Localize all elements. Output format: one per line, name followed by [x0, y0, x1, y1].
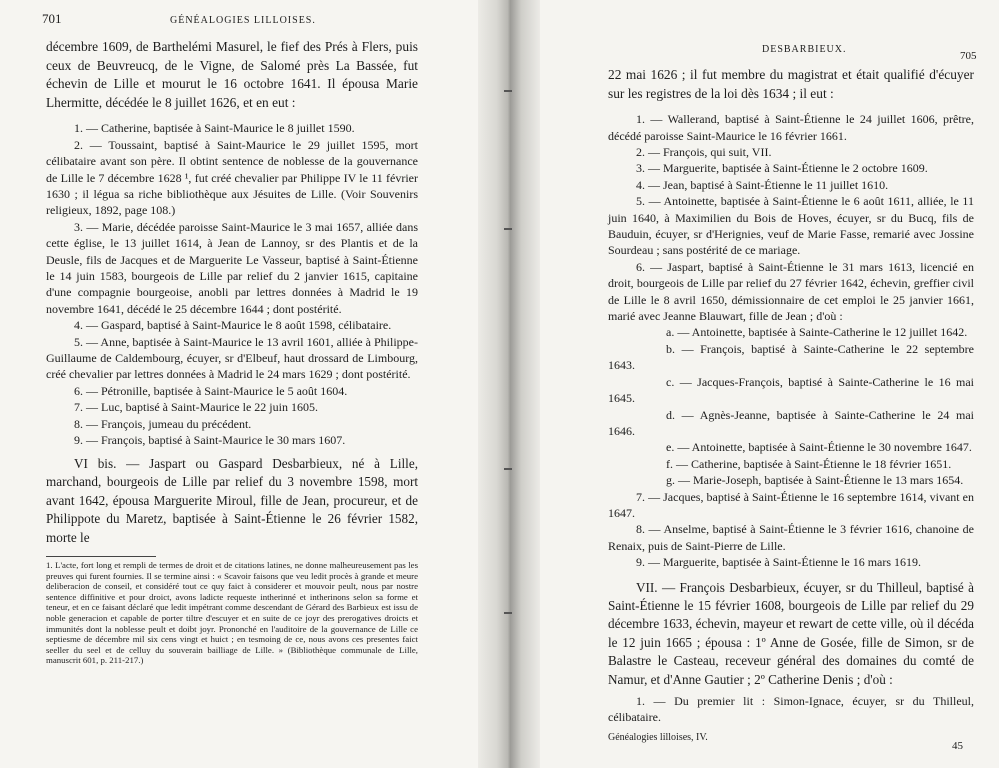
paragraph: décembre 1609, de Barthelémi Masurel, le fief des Prés à Flers, puis ceux de Beuvreucq, de le Vigne, de Salomé près La Bassée, fut échevin de Lille et mourut le 16 octobre 1641. Il épousa Marie Lhermitte, décédée le 8 juillet 1626, et en eut : [46, 39, 418, 110]
generation-entry: VII. — François Desbarbieux, écuyer, sr du Thilleul, baptisé à Saint-Étienne le 15 février 1608, bourgeois de Lille par relief du 29 décembre 1633, échevin, mayeur et rewart de cette ville, où il décéda le 12 juin 1665 ; épousa : 1º Anne de Gosée, fille de Simon, sr de Balastre le Casteau, receveur général des domaines du comté de Namur, et d'Anne Gautier ; 2º Catherine Denis ; d'où : [608, 579, 974, 687]
footnote: 1. L'acte, fort long et rempli de termes de droit et de citations latines, ne donne malheureusement pas les preuves qui furent fournies. Il se termine ainsi : « Scavoir faisons que veu ledit procès à grande et meure deliberacion de conseil, et considéré tout ce quy faict à considerer et mouvoir peult, nous par nostre sentence diffinitive et pour droict, avons ladicte requeste intherinné et intherinons selon sa forme et teneur, et en ce faisant déclaré que ledit impétrant comme descendant de Gérard des Barbieux est issu de noble generacion et capable de porter tiltre d'escuyer et en suite de ce joyr des prerogatives droicts et immunités dont la noblesse peult et doibt joyr. Prononché en l'auditoire de la gouvernance de Lille ce septiesme de décembre mil six cens vingt et huict ; en tesmoing de ce, nous avons ces presentes faict seeller du seel et de celluy du souverain bailliage de Lille. » (Bibliothèque communale de Lille, manuscrit 601, p. 211-217.) [46, 560, 418, 666]
sub-list-item: d. — Agnès-Jeanne, baptisée à Sainte-Catherine le 24 mai 1646. [608, 407, 974, 438]
left-body-text [46, 38, 418, 547]
sub-list-item: a. — Antoinette, baptisée à Sainte-Catherine le 12 juillet 1642. [666, 325, 968, 340]
list-item: 6. — Jaspart, baptisé à Saint-Étienne le 31 mars 1613, licencié en droit, bourgeois de Lille par relief du 27 février 1642, échevin, greffier civil de Lille le 8 avril 1650, démissionnaire de cet emploi le 25 janvier 1661, marié avec Jeanne Blauwart, fille de Jean ; d'où : [608, 259, 974, 324]
list-item: 7. — Jacques, baptisé à Saint-Étienne le 16 septembre 1614, vivant en 1647. [608, 489, 974, 520]
right-page [540, 0, 999, 768]
list-item: 9. — Marguerite, baptisée à Saint-Étienne le 16 mars 1619. [636, 555, 922, 570]
binding-mark [504, 228, 512, 230]
list-item: 6. — Pétronille, baptisée à Saint-Maurice le 5 août 1604. [74, 383, 348, 398]
list-item: 9. — François, baptisé à Saint-Maurice le 30 mars 1607. [74, 433, 346, 448]
footnote-rule [46, 556, 156, 557]
left-running-head: GÉNÉALOGIES LILLOISES. [170, 15, 316, 26]
binding-mark [504, 612, 512, 614]
sub-list-item: g. — Marie-Joseph, baptisée à Saint-Étienne le 13 mars 1654. [666, 473, 964, 488]
generation-entry: VI bis. — Jaspart ou Gaspard Desbarbieux, né à Lille, marchand, bourgeois de Lille par relief du 3 novembre 1598, mort avant 1642, épousa Marguerite Miroul, fille de Jean, procureur, et de Philippote du Maretz, baptisée à Saint-Étienne le 26 février 1582, morte le [46, 455, 418, 545]
list-item: 1. — Du premier lit : Simon-Ignace, écuyer, sr du Thilleul, célibataire. [608, 694, 974, 725]
list-item: 4. — Gaspard, baptisé à Saint-Maurice le 8 août 1598, célibataire. [74, 318, 392, 333]
right-running-head: DESBARBIEUX. [762, 44, 847, 55]
list-item: 8. — Anselme, baptisé à Saint-Étienne le 3 février 1616, chanoine de Renaix, puis de Saint-Pierre de Lille. [608, 522, 974, 553]
paragraph: 22 mai 1626 ; il fut membre du magistrat et était qualifié d'écuyer sur les registres de la loi dès 1634 ; il eut : [608, 67, 974, 101]
list-item: 3. — Marie, décédée paroisse Saint-Maurice le 3 mai 1657, alliée dans cette église, le 13 juillet 1614, à Jean de Lannoy, sr des Plantis et de la Deusle, fils de Jacques et de Marguerite Le Vasseur, baptisé à Saint-Étienne le 14 juin 1583, bourgeois de Lille par relief du 2 janvier 1615, capitaine d'une compagnie bourgeoise, anobli par lettres données à Madrid le 19 novembre 1641, décédé le 25 décembre 1644 ; dont postérité. [46, 219, 418, 316]
list-item: 5. — Anne, baptisée à Saint-Maurice le 13 avril 1601, alliée à Philippe-Guillaume de Caldembourg, écuyer, sr d'Elbeuf, haut drossard de Limbourg, créé chevalier par lettres données à Madrid le 24 mars 1629 ; dont postérité. [46, 334, 418, 382]
book-gutter [478, 0, 540, 768]
list-item: 8. — François, jumeau du précédent. [74, 416, 252, 431]
binding-mark [504, 90, 512, 92]
right-page-number: 705 [960, 50, 977, 62]
list-item: 2. — François, qui suit, VII. [636, 145, 772, 159]
binding-mark [504, 468, 512, 470]
list-item: 1. — Wallerand, baptisé à Saint-Étienne le 24 juillet 1606, prêtre, décédé paroisse Saint-Maurice le 16 février 1661. [608, 112, 974, 143]
sub-list-item: f. — Catherine, baptisée à Saint-Étienne le 18 février 1651. [666, 456, 952, 471]
left-page [0, 0, 478, 768]
list-item: 1. — Catherine, baptisée à Saint-Maurice le 8 juillet 1590. [74, 121, 355, 136]
list-item: 7. — Luc, baptisé à Saint-Maurice le 22 juin 1605. [74, 400, 318, 415]
list-item: 5. — Antoinette, baptisée à Saint-Étienne le 6 août 1611, alliée, le 11 juin 1640, à Maximilien du Bois de Hoves, écuyer, sr du Bucq, fils de Bauduin, écuyer, sr d'Herignies, veuf de Marie Fasse, remarié avec Jossine Sourdeau ; sans postérité de ce mariage. [608, 194, 974, 258]
sub-list-item: e. — Antoinette, baptisée à Saint-Étienne le 30 novembre 1647. [666, 440, 972, 455]
list-item: 3. — Marguerite, baptisée à Saint-Étienne le 2 octobre 1609. [636, 161, 928, 176]
sheet-number: 45 [952, 740, 963, 752]
left-page-number: 701 [42, 11, 62, 26]
list-item: 4. — Jean, baptisé à Saint-Étienne le 11 juillet 1610. [636, 177, 889, 192]
right-body-text [608, 66, 974, 726]
signature-mark: Généalogies lilloises, IV. [608, 732, 708, 743]
sub-list-item: b. — François, baptisé à Sainte-Catherine le 22 septembre 1643. [608, 341, 974, 373]
list-item: 2. — Toussaint, baptisé à Saint-Maurice le 29 juillet 1595, mort célibataire avant son père. Il obtint sentence de noblesse de la gouvernance de Lille le 7 décembre 1628 ¹, fut créé chevalier par Philippe IV le 11 février 1630 ; il légua sa riche bibliothèque aux Jésuites de Lille. (Voir Souvenirs religieux, 1892, page 108.) [46, 137, 418, 218]
sub-list-item: c. — Jacques-François, baptisé à Sainte-Catherine le 16 mai 1645. [608, 374, 974, 406]
